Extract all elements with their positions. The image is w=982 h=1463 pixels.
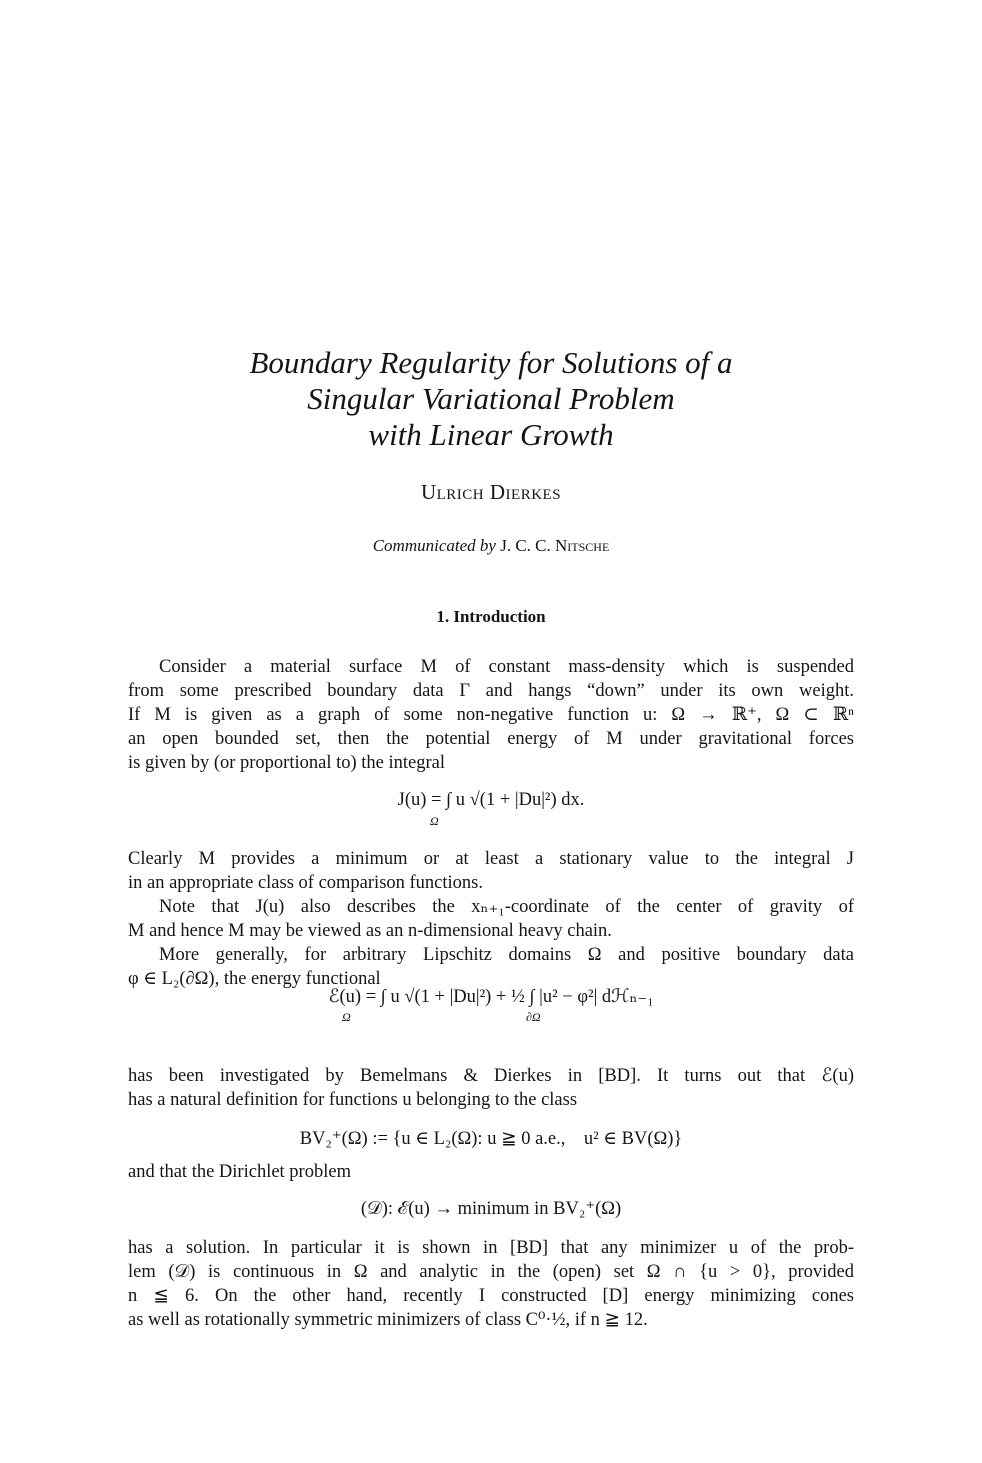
communicator-name: J. C. C. Nitsche — [500, 536, 610, 555]
text-line: n ≦ 6. On the other hand, recently I constructed [D] energy minimizing cones — [128, 1286, 854, 1306]
equation-4 — [0, 1198, 982, 1220]
text-line: More generally, for arbitrary Lipschitz domains Ω and positive boundary data — [159, 945, 854, 965]
text-line: Clearly M provides a minimum or at least a stationary value to the integral J — [128, 849, 854, 869]
paragraph-1 — [128, 655, 854, 775]
paragraph-5 — [128, 1236, 854, 1332]
paragraph-4 — [128, 1160, 854, 1184]
section-heading: 1. Introduction — [436, 607, 546, 626]
text-line: an open bounded set, then the potential energy of M under gravitational forces — [128, 729, 854, 749]
title-line-3: with Linear Growth — [368, 417, 614, 452]
equation-2-domain-2: ∂Ω — [526, 1010, 541, 1024]
communicated-prefix: Communicated by — [372, 536, 496, 555]
text-line: from some prescribed boundary data Γ and hangs “down” under its own weight. — [128, 681, 854, 701]
text-line: has been investigated by Bemelmans & Dierkes in [BD]. It turns out that ℰ(u) — [128, 1066, 854, 1086]
equation-2 — [0, 986, 982, 1024]
title-line-1: Boundary Regularity for Solutions of a — [249, 345, 733, 380]
title-line-2: Singular Variational Problem — [307, 381, 675, 416]
text-line: Consider a material surface M of constant mass-density which is suspended — [159, 657, 854, 677]
equation-1-body: J(u) = ∫ u √(1 + |Du|²) dx. — [397, 790, 585, 810]
text-line: has a natural definition for functions u belonging to the class — [128, 1090, 578, 1110]
equation-3 — [0, 1128, 982, 1150]
equation-1 — [0, 790, 982, 828]
equation-2-body: ℰ(u) = ∫ u √(1 + |Du|²) + ½ ∫ |u² − φ²| dℋₙ₋₁ — [328, 987, 654, 1007]
paragraph-2 — [128, 847, 854, 991]
text-line: If M is given as a graph of some non-negative function u: Ω → ℝ⁺, Ω ⊂ ℝⁿ — [128, 705, 854, 725]
text-line: in an appropriate class of comparison functions. — [128, 873, 483, 893]
paragraph-3 — [128, 1064, 854, 1112]
equation-1-domain: Ω — [430, 814, 439, 828]
communicated-by — [0, 536, 982, 556]
text-line: Note that J(u) also describes the xₙ₊₁-coordinate of the center of gravity of — [159, 897, 854, 917]
equation-4-body: (𝒟): ℰ(u) → minimum in BV₂⁺(Ω) — [360, 1199, 622, 1219]
equation-3-body: BV₂⁺(Ω) := {u ∈ L₂(Ω): u ≧ 0 a.e., u² ∈ BV(Ω)} — [299, 1129, 683, 1149]
paper-title — [0, 345, 982, 453]
text-line: M and hence M may be viewed as an n-dimensional heavy chain. — [128, 921, 612, 941]
text-line: φ ∈ L₂(∂Ω), the energy functional — [128, 969, 381, 989]
equation-2-domain-1: Ω — [342, 1010, 351, 1024]
text-line: and that the Dirichlet problem — [128, 1162, 351, 1182]
text-line: as well as rotationally symmetric minimizers of class C⁰·½, if n ≧ 12. — [128, 1310, 648, 1330]
text-line: has a solution. In particular it is shown in [BD] that any minimizer u of the prob- — [128, 1238, 854, 1258]
author-name: Ulrich Dierkes — [420, 480, 562, 504]
text-line: is given by (or proportional to) the integral — [128, 753, 445, 773]
text-line: lem (𝒟) is continuous in Ω and analytic in the (open) set Ω ∩ {u > 0}, provided — [128, 1262, 854, 1282]
